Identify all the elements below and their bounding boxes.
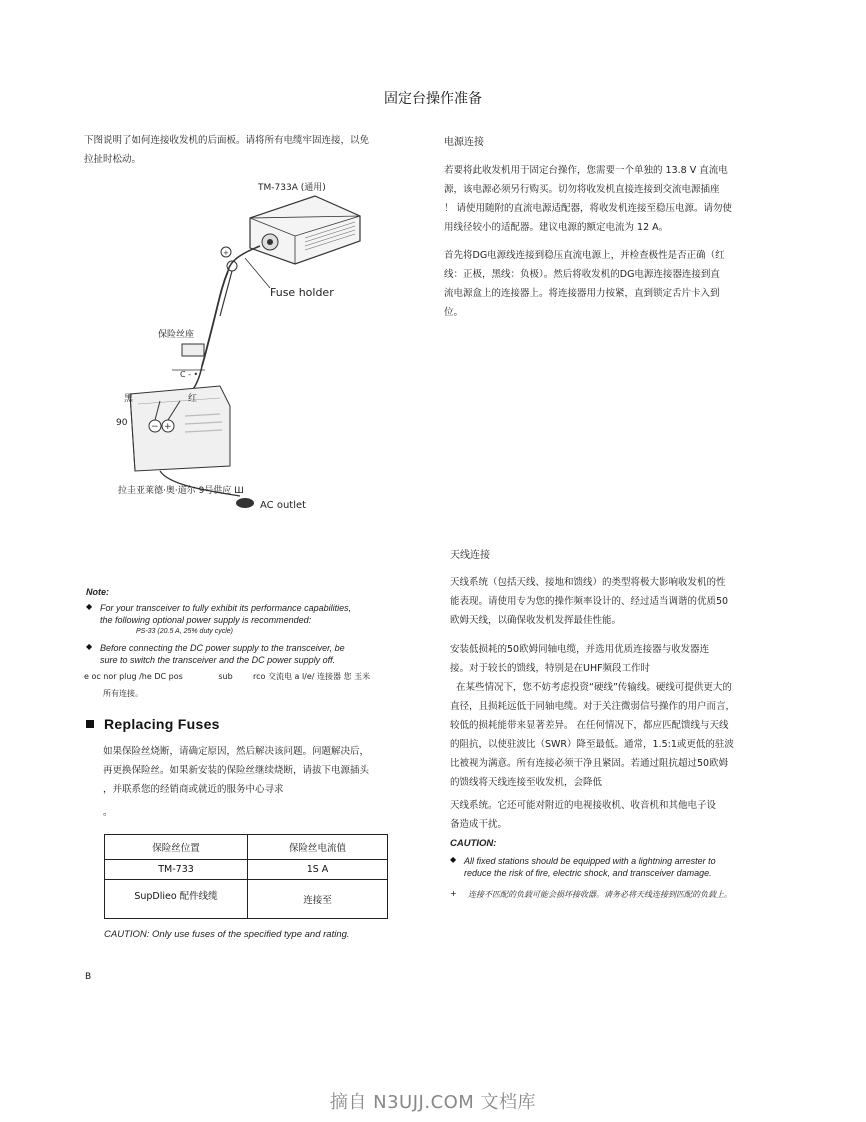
paragraph-line: 接。对于较长的馈线，特别是在UHF频段工作时 [450, 663, 651, 674]
paragraph-line: 如果保险丝烧断，请确定原因，然后解决该问题。问题解决后， [103, 746, 370, 757]
table-header: 保险丝电流值 [248, 835, 388, 860]
table-cell: 连接至 [248, 880, 388, 919]
note-text: Before connecting the DC power supply to the transceiver, be [100, 643, 345, 653]
bullet-icon: ◆ [86, 642, 93, 651]
bullet-icon: ◆ [450, 855, 457, 864]
square-bullet-icon [86, 720, 94, 728]
paragraph-line: 流电源盒上的连接器上。将连接器用力按紧，直到锁定舌片卡入到 [444, 288, 720, 299]
rear-panel-diagram [110, 176, 390, 521]
table-cell: 1S A [248, 860, 388, 880]
paragraph-line: 能表现。请使用专为您的操作频率设计的、经过适当调谐的优质50 [450, 596, 729, 607]
paragraph-line: 直径，且损耗远低于同轴电缆。对于关注微弱信号操作的用户而言， [450, 701, 736, 712]
plus-symbol: + [223, 249, 229, 257]
paragraph-line: 若要将此收发机用于固定台操作，您需要一个单独的 13.8 V 直流电 [444, 165, 728, 176]
caution-line: All fixed stations should be equipped with a lightning arrester to [464, 856, 716, 866]
intro-paragraph [84, 131, 424, 169]
antenna-paragraph-2 [450, 640, 795, 834]
table-row [105, 860, 388, 880]
note-text: sure to switch the transceiver and the DC power supply off. [100, 655, 336, 665]
paragraph-line: 备造成干扰。 [450, 819, 508, 830]
table-cell: SupDlieo 配件线缆 [105, 880, 248, 919]
fuse-holder-label: Fuse holder [270, 286, 334, 299]
table-header-row [105, 835, 388, 860]
note-block [86, 586, 416, 666]
paragraph-line: 线：正极，黑线：负极）。然后将收发机的DG电源连接器连接到直 [444, 269, 720, 280]
paragraph-line: 安装低损耗的50欧姆同轴电缆，并选用优质连接器与收发器连 [450, 644, 710, 655]
caution-heading: CAUTION: [450, 838, 497, 849]
table-cell: TM-733 [105, 860, 248, 880]
note-text: the following optional power supply is recommended: [100, 615, 312, 625]
svg-text:+: + [164, 422, 172, 432]
paragraph-line: ！ 请使用随附的直流电源适配器，将收发机连接至稳压电源。请勿使 [444, 203, 733, 214]
caution-line: reduce the risk of fire, electric shock, and transceiver damage. [464, 868, 712, 878]
paragraph-line: 在某些情况下，您不妨考虑投资“硬线”传输线。硬线可提供更大的 [450, 682, 732, 693]
paragraph-line: 再更换保险丝。如果新安装的保险丝继续烧断，请拔下电源插头 [103, 765, 370, 776]
svg-text:C - •: C - • [180, 370, 199, 379]
antenna-heading: 天线连接 [450, 550, 490, 561]
paragraph-line: 位。 [444, 307, 464, 318]
paragraph-line: 。 [103, 807, 113, 818]
paragraph-line: 用线径较小的适配器。建议电源的额定电流为 12 A。 [444, 222, 669, 233]
replacing-fuses-heading [86, 716, 220, 732]
bullet-icon: ◆ [86, 602, 93, 611]
paragraph-line: 较低的损耗能带来显著差异。 在任何情况下，都应匹配馈线与天线 [450, 720, 729, 731]
minus-symbol: − [151, 422, 159, 432]
caution-item [450, 889, 790, 901]
antenna-paragraph-1 [450, 573, 790, 630]
note-item [86, 642, 416, 666]
note-text: For your transceiver to fully exhibit its performance capabilities, [100, 603, 352, 613]
ac-outlet-label: AC outlet [260, 500, 307, 511]
fuse-table [104, 834, 388, 919]
paragraph-line: 源，该电源必须另行购买。切勿将收发机直接连接到交流电源插座 [444, 184, 720, 195]
paragraph-line: 的馈线将天线连接至收发机，会降低 [450, 777, 603, 788]
note-item [86, 602, 416, 638]
paragraph-line: 比被视为满意。所有连接必须干净且紧固。若通过阻抗超过50欧姆 [450, 758, 729, 769]
garbled-line: e oc nor plug /he DC pos sub rco 交流电 a l/e/ 连接器 您 玉米 [84, 672, 371, 681]
replacing-paragraph [103, 742, 423, 822]
power-paragraph-2 [444, 246, 784, 322]
page-mark: B [85, 972, 92, 982]
power-heading: 电源连接 [444, 137, 484, 148]
note-title: Note: [86, 587, 109, 597]
fuse-socket-label: 保险丝座 [158, 330, 195, 340]
power-paragraph-1 [444, 161, 784, 237]
intro-line: 下图说明了如何连接收发机的后面板。请将所有电缆牢固连接，以免 [84, 135, 370, 146]
supplier-label: 拉圭亚莱德·奥·道尔 9号供应 Ш [118, 486, 244, 496]
section-title: Replacing Fuses [104, 716, 220, 732]
wiring-illustration [110, 176, 390, 521]
watermark: 摘自 N3UJJ.COM 文档库 [329, 1092, 537, 1113]
intro-line: 拉扯时松动。 [84, 154, 142, 165]
page-title: 固定台操作准备 [384, 91, 482, 107]
black-wire-label: 黑 [124, 394, 134, 404]
bullet-icon: + [450, 889, 457, 898]
garbled-line-2: 所有连接。 [103, 689, 143, 698]
model-label: TM-733A (通用) [258, 183, 326, 193]
paragraph-line: 欧姆天线，以确保收发机发挥最佳性能。 [450, 615, 622, 626]
paragraph-line: 天线系统。它还可能对附近的电视接收机、收音机和其他电子设 [450, 800, 717, 811]
table-row [105, 880, 388, 919]
number-label: 90 [116, 418, 128, 428]
caution-item [450, 855, 790, 879]
note-text: PS-33 (20.5 A, 25% duty cycle) [136, 628, 234, 635]
paragraph-line: ，并联系您的经销商或就近的服务中心寻求 [103, 784, 284, 795]
red-wire-label: 红 [188, 394, 198, 404]
paragraph-line: 首先将DG电源线连接到稳压直流电源上，并检查极性是否正确（红 [444, 250, 725, 261]
caution-text: CAUTION: Only use fuses of the specified type and rating. [104, 929, 350, 940]
paragraph-line: 天线系统（包括天线、接地和馈线）的类型将极大影响收发机的性 [450, 577, 726, 588]
caution-line: 连接不匹配的负载可能会损坏接收器。请务必将天线连接到匹配的负载上。 [468, 890, 732, 899]
table-header: 保险丝位置 [105, 835, 248, 860]
paragraph-line: 的阻抗，以使驻波比（SWR）降至最低。通常，1.5:1或更低的驻波 [450, 739, 734, 750]
